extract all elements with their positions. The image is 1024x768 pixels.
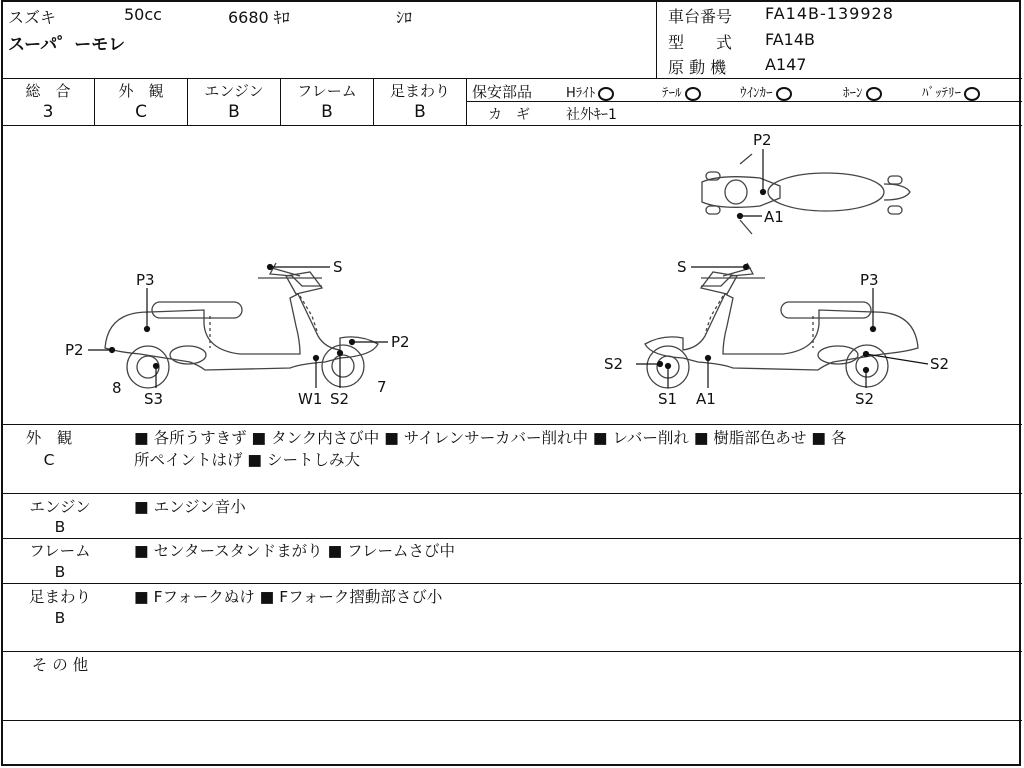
remark-engine-category: エンジン bbox=[29, 498, 91, 516]
remark-suspension-line: ■ Fフォークぬけ ■ Fフォーク摺動部さび小 bbox=[134, 588, 443, 606]
remark-exterior-line: 所ペイントはげ ■ シートしみ大 bbox=[134, 451, 360, 469]
grade-suspension-value: B bbox=[414, 102, 426, 122]
remark-other-category: そ の 他 bbox=[31, 656, 89, 674]
ok-circle-icon bbox=[964, 87, 980, 101]
diagram-label: W1 bbox=[298, 390, 323, 408]
diagram-label: A1 bbox=[764, 208, 784, 226]
divider bbox=[466, 78, 467, 125]
remark-engine-grade: B bbox=[54, 518, 66, 536]
divider bbox=[2, 424, 1022, 425]
ok-circle-icon bbox=[866, 87, 882, 101]
safety-item-name: ﾊﾞｯﾃﾘｰ bbox=[922, 86, 961, 101]
frame-no-label: 車台番号 bbox=[668, 7, 733, 26]
remark-exterior-grade: C bbox=[43, 451, 55, 469]
safety-item-headlight bbox=[566, 82, 614, 101]
grade-engine-label: エンジン bbox=[204, 82, 264, 100]
diagram-label: S2 bbox=[855, 390, 875, 408]
model-name: スーパ゜ーモレ bbox=[8, 35, 126, 55]
ok-circle-icon bbox=[598, 87, 614, 101]
remark-frame-category: フレーム bbox=[29, 542, 91, 560]
safety-item-battery bbox=[922, 82, 980, 101]
engine-value: A147 bbox=[765, 55, 807, 74]
diagram-label: S2 bbox=[330, 390, 350, 408]
diagram-label: A1 bbox=[696, 390, 716, 408]
key-value: 社外ｷｰ1 bbox=[566, 107, 617, 123]
grade-overall-value: 3 bbox=[42, 102, 54, 122]
divider bbox=[2, 78, 1022, 79]
safety-item-name: ﾎｰﾝ bbox=[843, 86, 863, 101]
remark-exterior-category: 外 観 bbox=[25, 429, 73, 447]
ok-circle-icon bbox=[776, 87, 792, 101]
safety-label: 保安部品 bbox=[472, 83, 533, 101]
diagram-label: S3 bbox=[144, 390, 164, 408]
safety-item-horn bbox=[843, 82, 882, 101]
safety-item-name: Hﾗｲﾄ bbox=[566, 86, 596, 101]
ok-circle-icon bbox=[685, 87, 701, 101]
grade-suspension-label: 足まわり bbox=[389, 82, 450, 100]
diagram-label: P2 bbox=[65, 341, 84, 359]
grade-frame-value: B bbox=[321, 102, 333, 122]
remark-frame-line: ■ センタースタンドまがり ■ フレームさび中 bbox=[134, 542, 456, 560]
divider bbox=[656, 0, 657, 78]
displacement: 50cc bbox=[124, 5, 162, 24]
engine-label: 原 動 機 bbox=[668, 58, 727, 77]
safety-item-winker bbox=[740, 82, 792, 101]
remark-suspension-grade: B bbox=[54, 609, 66, 627]
divider bbox=[2, 720, 1022, 721]
grade-exterior-label: 外 観 bbox=[118, 82, 164, 100]
body-color: ｼﾛ bbox=[396, 8, 413, 27]
grade-overall-label: 総 合 bbox=[25, 82, 71, 100]
safety-item-name: ｳｲﾝｶｰ bbox=[740, 86, 773, 101]
safety-item-name: ﾃｰﾙ bbox=[662, 86, 682, 101]
scooter-damage-diagram bbox=[0, 126, 1024, 424]
remark-exterior-line: ■ 各所うすきず ■ タンク内さび中 ■ サイレンサーカバー削れ中 ■ レバー削れ ■ 樹脂部色あせ ■ 各 bbox=[134, 429, 847, 447]
diagram-label: S bbox=[677, 258, 687, 276]
remark-suspension-category: 足まわり bbox=[28, 588, 91, 606]
scooter-top-view bbox=[702, 154, 910, 234]
divider bbox=[2, 583, 1022, 584]
mileage: 6680 ｷﾛ bbox=[228, 8, 290, 27]
type-value: FA14B bbox=[765, 30, 816, 49]
grade-exterior-value: C bbox=[135, 102, 147, 122]
diagram-label: P3 bbox=[136, 271, 155, 289]
grade-engine-value: B bbox=[228, 102, 240, 122]
diagram-label: S1 bbox=[658, 390, 678, 408]
frame-no: FA14B-139928 bbox=[765, 4, 894, 23]
divider bbox=[2, 651, 1022, 652]
diagram-label: S bbox=[333, 258, 343, 276]
diagram-label: S2 bbox=[930, 355, 950, 373]
divider bbox=[2, 493, 1022, 494]
type-label: 型 式 bbox=[668, 33, 733, 52]
divider bbox=[466, 101, 1022, 102]
diagram-label: S2 bbox=[604, 355, 624, 373]
diagram-label: P2 bbox=[753, 131, 772, 149]
safety-item-tail bbox=[662, 82, 701, 101]
diagram-label: P3 bbox=[860, 271, 879, 289]
diagram-label: P2 bbox=[391, 333, 410, 351]
diagram-label: 8 bbox=[112, 379, 122, 397]
remark-frame-grade: B bbox=[54, 563, 66, 581]
grade-frame-label: フレーム bbox=[297, 82, 357, 100]
remark-engine-line: ■ エンジン音小 bbox=[134, 498, 246, 516]
key-label: カ ギ bbox=[488, 107, 530, 123]
maker: スズキ bbox=[8, 8, 57, 27]
divider bbox=[2, 538, 1022, 539]
diagram-label: 7 bbox=[377, 378, 387, 396]
